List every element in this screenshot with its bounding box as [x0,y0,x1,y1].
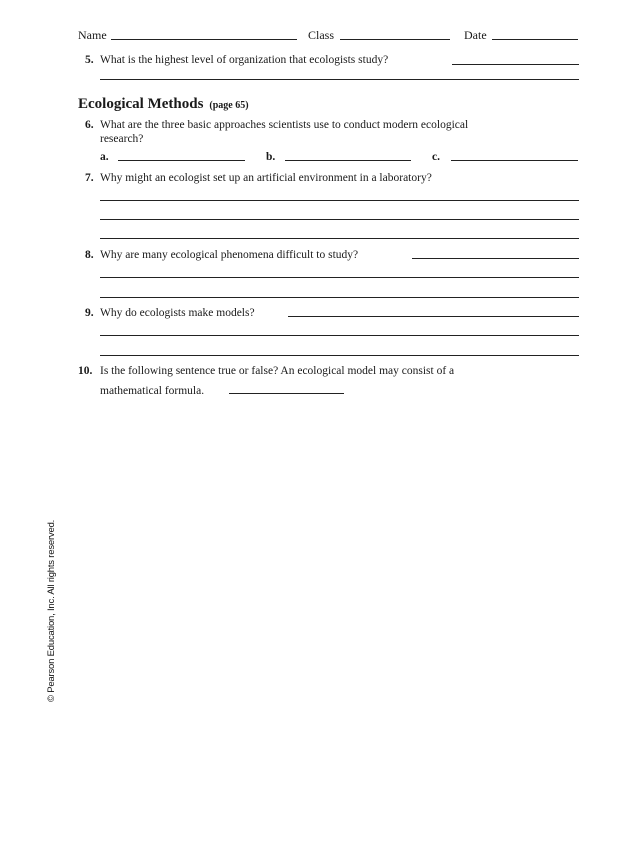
q8-answer-line[interactable] [100,297,579,298]
q6-text-line2: research? [100,133,144,145]
q6-c-blank[interactable] [451,160,578,161]
class-label: Class [308,28,335,42]
q6-c-label: c. [432,151,440,163]
q6-b-blank[interactable] [285,160,411,161]
q9-text: Why do ecologists make models? [100,307,255,319]
q7-answer-line[interactable] [100,200,579,201]
q8-text: Why are many ecological phenomena difficult to study? [100,249,359,261]
q7-number: 7. [85,172,94,184]
q10-answer-line[interactable] [229,393,344,394]
q7-answer-line[interactable] [100,219,579,220]
section-title [78,96,249,113]
q8-number: 8. [85,249,94,261]
q9-answer-line[interactable] [100,335,579,336]
q8-answer-line[interactable] [100,277,579,278]
q10-text-line2: mathematical formula. [100,385,205,397]
section-title-text: Ecological Methods [78,96,204,112]
name-blank[interactable] [111,39,297,40]
date-blank[interactable] [492,39,578,40]
copyright-notice: © Pearson Education, Inc. All rights reserved. [46,519,57,702]
q5-number: 5. [85,54,94,66]
name-label: Name [78,28,107,42]
q5-text: What is the highest level of organization that ecologists study? [100,54,389,66]
class-blank[interactable] [340,39,450,40]
q10-number: 10. [78,365,93,377]
q6-a-blank[interactable] [118,160,245,161]
q6-b-label: b. [266,151,276,163]
q9-answer-line[interactable] [100,355,579,356]
q7-text: Why might an ecologist set up an artificial environment in a laboratory? [100,172,432,184]
q5-answer-line[interactable] [100,79,579,80]
q9-answer-line[interactable] [288,316,579,317]
q5-answer-line[interactable] [452,64,579,65]
date-label: Date [464,28,487,42]
q6-a-label: a. [100,151,109,163]
q8-answer-line[interactable] [412,258,579,259]
q6-text-line1: What are the three basic approaches scientists use to conduct modern ecological [100,119,469,131]
q7-answer-line[interactable] [100,238,579,239]
section-page-ref: (page 65) [209,100,249,111]
q10-text-line1: Is the following sentence true or false? An ecological model may consist of a [100,365,455,377]
q9-number: 9. [85,307,94,319]
q6-number: 6. [85,119,94,131]
